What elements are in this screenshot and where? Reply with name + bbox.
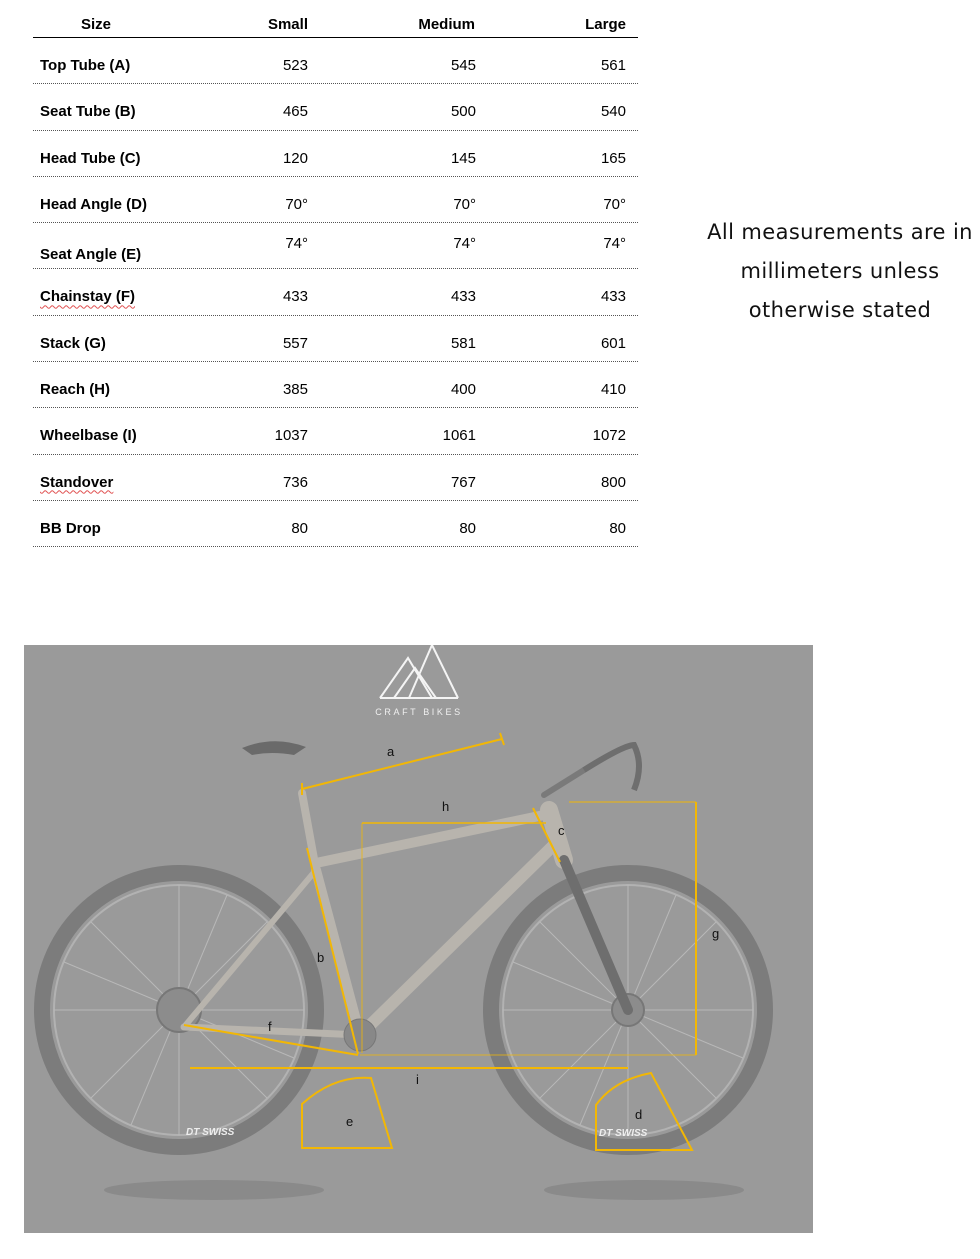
cell-small: 70° — [285, 195, 308, 213]
cell-large: 74° — [603, 235, 626, 253]
table-row-head-tube — [33, 131, 638, 177]
table-row-bb-drop — [33, 501, 638, 547]
cell-large: 410 — [600, 381, 626, 399]
header-large: Large — [585, 16, 626, 33]
header-size: Size — [81, 16, 112, 33]
row-label: Head Tube (C) — [40, 149, 141, 167]
cell-large: 1072 — [592, 427, 626, 445]
row-label: Head Angle (D) — [40, 195, 147, 213]
cell-large: 561 — [600, 57, 626, 74]
note-line-1: All measurements are in — [707, 220, 973, 244]
table-row-standover — [33, 455, 638, 501]
label-e: e — [346, 1114, 354, 1129]
dimension-lines — [184, 733, 696, 1150]
row-label: Stack (G) — [40, 334, 106, 352]
table-row-stack — [33, 316, 638, 362]
cell-medium: 145 — [450, 149, 476, 167]
crankset — [344, 1019, 376, 1051]
table-row-seat-tube — [33, 84, 638, 130]
row-label: Wheelbase (I) — [40, 427, 137, 445]
cell-large: 70° — [603, 195, 626, 213]
cell-large: 80 — [609, 519, 626, 537]
cell-medium: 1061 — [442, 427, 476, 445]
row-label: Top Tube (A) — [40, 57, 131, 74]
cell-medium: 545 — [450, 57, 476, 74]
table-row-wheelbase — [33, 408, 638, 454]
cell-small: 433 — [282, 288, 308, 306]
cell-small: 385 — [282, 381, 308, 399]
row-label: Seat Angle (E) — [40, 246, 142, 264]
cell-medium: 767 — [450, 473, 476, 491]
table-header — [33, 8, 638, 38]
rear-wheel-shadow — [104, 1180, 324, 1200]
table-row-top-tube — [33, 38, 638, 84]
bike-geometry-image — [24, 645, 813, 1233]
cell-small: 523 — [282, 57, 308, 74]
table-row-reach — [33, 362, 638, 408]
cell-large: 165 — [600, 149, 626, 167]
label-f: f — [268, 1019, 272, 1034]
label-b: b — [317, 950, 325, 965]
rear-tire-brand: DT SWISS — [186, 1127, 235, 1138]
label-d: d — [635, 1107, 643, 1122]
cell-small: 74° — [285, 235, 308, 253]
note-line-2: millimeters unless — [740, 259, 940, 283]
geometry-table — [33, 8, 638, 547]
row-label: Chainstay (F) — [40, 288, 136, 306]
rear-wheel — [42, 873, 316, 1147]
cell-large: 433 — [600, 288, 626, 306]
saddle — [242, 741, 306, 755]
cell-medium: 581 — [450, 334, 476, 352]
table-row-seat-angle — [33, 223, 638, 269]
cell-medium: 433 — [450, 288, 476, 306]
note-line-3: otherwise stated — [748, 298, 932, 322]
label-g: g — [712, 926, 720, 941]
label-a: a — [387, 744, 395, 759]
cell-small: 80 — [291, 519, 308, 537]
table-row-chainstay — [33, 269, 638, 315]
label-h: h — [442, 799, 450, 814]
front-wheel-shadow — [544, 1180, 744, 1200]
cell-small: 465 — [282, 103, 308, 121]
cell-medium: 80 — [459, 519, 476, 537]
cell-small: 120 — [282, 149, 308, 167]
cell-large: 800 — [600, 473, 626, 491]
header-small: Small — [267, 16, 308, 33]
cell-large: 540 — [600, 103, 626, 121]
cell-small: 1037 — [274, 427, 308, 445]
brand-name: CRAFT BIKES — [375, 707, 463, 717]
label-i: i — [416, 1072, 419, 1087]
front-tire-brand: DT SWISS — [599, 1128, 648, 1139]
bike-geometry-drawing — [24, 645, 813, 1233]
cell-medium: 74° — [453, 235, 476, 253]
handlebar — [584, 745, 639, 790]
row-label: Standover — [40, 473, 114, 491]
cell-medium: 70° — [453, 195, 476, 213]
measurement-note — [700, 213, 980, 330]
craft-bikes-logo-icon — [380, 645, 458, 698]
row-label: Reach (H) — [40, 381, 111, 399]
row-label: BB Drop — [40, 519, 101, 537]
row-label: Seat Tube (B) — [40, 103, 136, 121]
cell-medium: 400 — [450, 381, 476, 399]
cell-large: 601 — [600, 334, 626, 352]
cell-medium: 500 — [450, 103, 476, 121]
cell-small: 736 — [282, 473, 308, 491]
header-medium: Medium — [418, 16, 475, 33]
cell-small: 557 — [282, 334, 308, 352]
table-row-head-angle — [33, 177, 638, 223]
label-c: c — [558, 823, 565, 838]
